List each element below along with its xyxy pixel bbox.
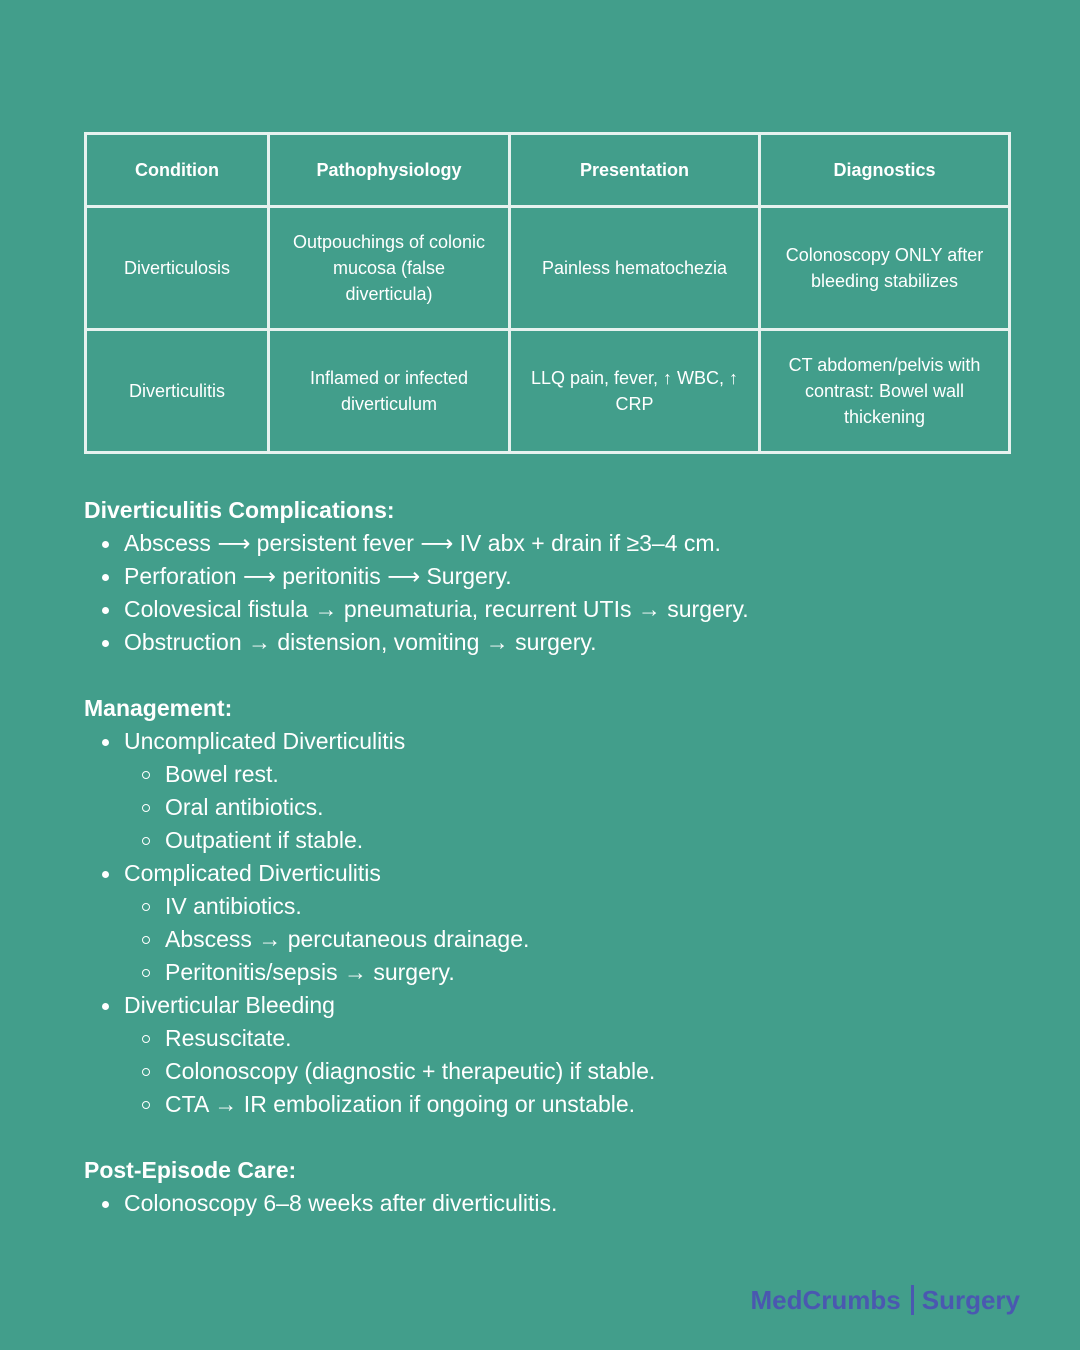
management-title: Management: xyxy=(84,695,233,721)
header-presentation: Presentation xyxy=(510,134,760,207)
list-item-text: Diverticular Bleeding xyxy=(124,992,335,1018)
post-care-list xyxy=(84,1187,1024,1220)
bullet-dot-icon xyxy=(102,871,109,878)
management-list xyxy=(84,725,1024,1121)
sub-list-item-text: Abscess → percutaneous drainage. xyxy=(165,926,530,952)
header-condition: Condition xyxy=(86,134,269,207)
list-item-text: Obstruction → distension, vomiting → surgery. xyxy=(124,629,597,655)
bullet-circle-icon xyxy=(142,903,150,911)
table-row xyxy=(86,207,1010,330)
bullet-dot-icon xyxy=(102,640,109,647)
bullet-dot-icon xyxy=(102,739,109,746)
list-item xyxy=(124,626,1024,659)
sub-list-item-text: IV antibiotics. xyxy=(165,893,302,919)
sub-list-item-text: Peritonitis/sepsis → surgery. xyxy=(165,959,455,985)
sub-list xyxy=(124,1022,1024,1121)
cell-presentation: Painless hematochezia xyxy=(510,207,760,330)
bullet-dot-icon xyxy=(102,574,109,581)
sub-list-item-text: Oral antibiotics. xyxy=(165,794,324,820)
bullet-dot-icon xyxy=(102,1201,109,1208)
sub-list-item-text: Colonoscopy (diagnostic + therapeutic) if stable. xyxy=(165,1058,656,1084)
bullet-circle-icon xyxy=(142,936,150,944)
sub-list-item xyxy=(165,1055,1024,1088)
list-item xyxy=(124,527,1024,560)
bullet-circle-icon xyxy=(142,804,150,812)
sub-list-item-text: CTA → IR embolization if ongoing or unstable. xyxy=(165,1091,636,1117)
brand-divider xyxy=(911,1285,914,1315)
bullet-circle-icon xyxy=(142,771,150,779)
brand-logo xyxy=(750,1282,1020,1318)
list-item-text: Abscess ⟶ persistent fever ⟶ IV abx + drain if ≥3–4 cm. xyxy=(124,530,721,556)
cell-pathophysiology: Inflamed or infected diverticulum xyxy=(269,330,510,453)
list-item xyxy=(124,560,1024,593)
comparison-table xyxy=(84,132,1011,454)
cell-condition: Diverticulitis xyxy=(86,330,269,453)
bullet-circle-icon xyxy=(142,837,150,845)
sub-list-item-text: Resuscitate. xyxy=(165,1025,292,1051)
cell-diagnostics: Colonoscopy ONLY after bleeding stabilizes xyxy=(760,207,1010,330)
complications-list xyxy=(84,527,1024,659)
cell-presentation: LLQ pain, fever, ↑ WBC, ↑ CRP xyxy=(510,330,760,453)
list-item xyxy=(124,989,1024,1121)
list-item xyxy=(124,593,1024,626)
sub-list-item xyxy=(165,1022,1024,1055)
sub-list-item-text: Bowel rest. xyxy=(165,761,279,787)
sub-list-item xyxy=(165,1088,1024,1121)
bullet-circle-icon xyxy=(142,1035,150,1043)
brand-section: Surgery xyxy=(921,1285,1020,1315)
list-item-text: Perforation ⟶ peritonitis ⟶ Surgery. xyxy=(124,563,512,589)
cell-condition: Diverticulosis xyxy=(86,207,269,330)
list-item xyxy=(124,725,1024,857)
list-item-text: Colonoscopy 6–8 weeks after diverticulitis. xyxy=(124,1190,558,1216)
list-item-text: Uncomplicated Diverticulitis xyxy=(124,728,406,754)
cell-diagnostics: CT abdomen/pelvis with contrast: Bowel wall thickening xyxy=(760,330,1010,453)
header-pathophysiology: Pathophysiology xyxy=(269,134,510,207)
section-spacer xyxy=(84,1121,1024,1154)
bullet-dot-icon xyxy=(102,607,109,614)
bullet-circle-icon xyxy=(142,1101,150,1109)
table-header-row xyxy=(86,134,1010,207)
bullet-dot-icon xyxy=(102,1003,109,1010)
bullet-circle-icon xyxy=(142,1068,150,1076)
bullet-dot-icon xyxy=(102,541,109,548)
sub-list-item xyxy=(165,758,1024,791)
sub-list xyxy=(124,890,1024,989)
sub-list-item xyxy=(165,956,1024,989)
list-item xyxy=(124,857,1024,989)
sub-list xyxy=(124,758,1024,857)
cell-pathophysiology: Outpouchings of colonic mucosa (false diverticula) xyxy=(269,207,510,330)
post-care-title: Post-Episode Care: xyxy=(84,1157,297,1183)
sub-list-item-text: Outpatient if stable. xyxy=(165,827,364,853)
table-row xyxy=(86,330,1010,453)
bullet-circle-icon xyxy=(142,969,150,977)
brand-name: MedCrumbs xyxy=(750,1285,901,1315)
sub-list-item xyxy=(165,890,1024,923)
sub-list-item xyxy=(165,824,1024,857)
list-item-text: Complicated Diverticulitis xyxy=(124,860,381,886)
header-diagnostics: Diagnostics xyxy=(760,134,1010,207)
complications-title: Diverticulitis Complications: xyxy=(84,497,395,523)
section-spacer xyxy=(84,659,1024,692)
notes-content xyxy=(84,494,1024,1220)
list-item xyxy=(124,1187,1024,1220)
list-item-text: Colovesical fistula → pneumaturia, recurrent UTIs → surgery. xyxy=(124,596,749,622)
sub-list-item xyxy=(165,791,1024,824)
sub-list-item xyxy=(165,923,1024,956)
